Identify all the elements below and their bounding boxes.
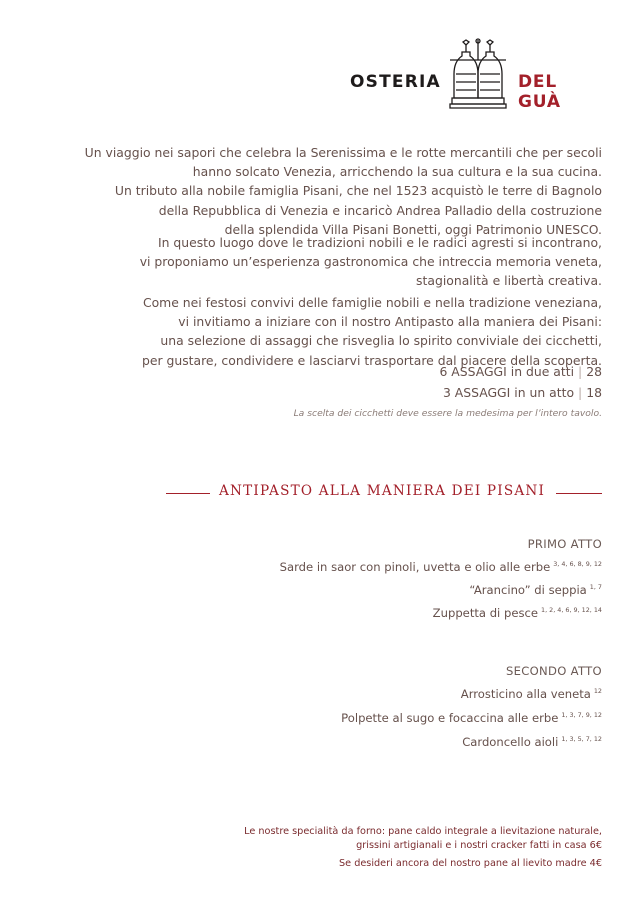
divider-left — [166, 493, 210, 494]
intro-line: stagionalità e libertà creativa. — [416, 273, 602, 289]
price-separator: | — [578, 385, 583, 400]
dish-allergens: 1, 7 — [589, 583, 602, 591]
intro-line: vi invitiamo a iniziare con il nostro Antipasto alla maniera dei Pisani: — [178, 314, 602, 330]
bakery-line: Le nostre specialità da forno: pane caldo integrale a lievitazione naturale, — [244, 826, 602, 837]
dish-allergens: 12 — [593, 687, 602, 695]
price-option-3 — [443, 385, 602, 400]
intro-line: Un tributo alla nobile famiglia Pisani, che nel 1523 acquistò le terre di Bagnolo — [114, 183, 602, 199]
price-label: 3 ASSAGGI in un atto — [442, 385, 575, 400]
intro-line: della Repubblica di Venezia e incaricò Andrea Palladio della costruzione — [158, 202, 602, 218]
dish-item — [462, 735, 602, 749]
dish-allergens: 1, 3, 7, 9, 12 — [561, 711, 602, 719]
brand-name-left: OSTERIA — [350, 72, 441, 92]
course-title-secondo: SECONDO ATTO — [505, 664, 602, 678]
intro-line: Un viaggio nei sapori che celebra la Serenissima e le rotte mercantili che per secoli — [84, 145, 602, 160]
intro-line: In questo luogo dove le tradizioni nobili e le radici agresti si incontrano, — [157, 235, 602, 250]
dish-name: Sarde in saor con pinoli, uvetta e olio alle erbe — [279, 560, 551, 574]
divider-right — [556, 493, 602, 494]
dish-name: Polpette al sugo e focaccina alle erbe — [341, 711, 559, 725]
section-title — [166, 483, 602, 503]
price-value: 18 — [586, 385, 602, 400]
intro-paragraph-2 — [82, 233, 602, 291]
dish-allergens: 1, 3, 5, 7, 12 — [561, 735, 602, 743]
price-option-6 — [439, 364, 602, 379]
intro-line: hanno solcato Venezia, arricchendo la sua cultura e la sua cucina. — [192, 164, 602, 180]
intro-line: Come nei festosi convivi delle famiglie nobili e nella tradizione veneziana, — [142, 295, 602, 310]
price-value: 28 — [586, 364, 602, 379]
intro-line: una selezione di assaggi che risveglia lo spirito conviviale dei cicchetti, — [160, 333, 602, 349]
section-title-text: ANTIPASTO ALLA MANIERA DEI PISANI — [219, 483, 546, 499]
dish-item — [341, 711, 602, 725]
intro-paragraph-1 — [82, 143, 602, 239]
dish-name: Zuppetta di pesce — [432, 606, 539, 620]
price-separator: | — [578, 364, 583, 379]
dish-item — [469, 583, 602, 597]
brand-name-right: DEL GUÀ — [518, 72, 561, 112]
dish-allergens: 1, 2, 4, 6, 9, 12, 14 — [541, 606, 602, 614]
bakery-note — [244, 825, 602, 852]
bakery-line: grissini artigianali e i nostri cracker fatti in casa 6€ — [356, 839, 602, 851]
intro-paragraph-3 — [82, 293, 602, 370]
intro-line: per gustare, condividere e lasciarvi trasportare dal piacere della scoperta. — [141, 352, 602, 368]
bread-note: Se desideri ancora del nostro pane al lievito madre 4€ — [339, 858, 602, 869]
dish-name: Cardoncello aioli — [462, 735, 559, 749]
cruet-set-icon — [446, 38, 510, 112]
dish-item — [433, 606, 602, 620]
intro-line: vi proponiamo un’esperienza gastronomica che intreccia memoria veneta, — [139, 254, 602, 270]
brand-logo — [350, 38, 604, 112]
dish-name: “Arancino” di seppia — [469, 583, 587, 597]
dish-allergens: 3, 4, 6, 8, 9, 12 — [553, 560, 602, 568]
table-note: La scelta dei cicchetti deve essere la medesima per l’intero tavolo. — [293, 408, 602, 419]
price-label: 6 ASSAGGI in due atti — [439, 364, 575, 379]
dish-item — [461, 687, 602, 701]
course-title-primo: PRIMO ATTO — [527, 537, 602, 551]
intro-line: della splendida Villa Pisani Bonetti, oggi Patrimonio UNESCO. — [224, 221, 602, 237]
dish-name: Arrosticino alla veneta — [460, 687, 591, 701]
dish-item — [280, 560, 602, 574]
